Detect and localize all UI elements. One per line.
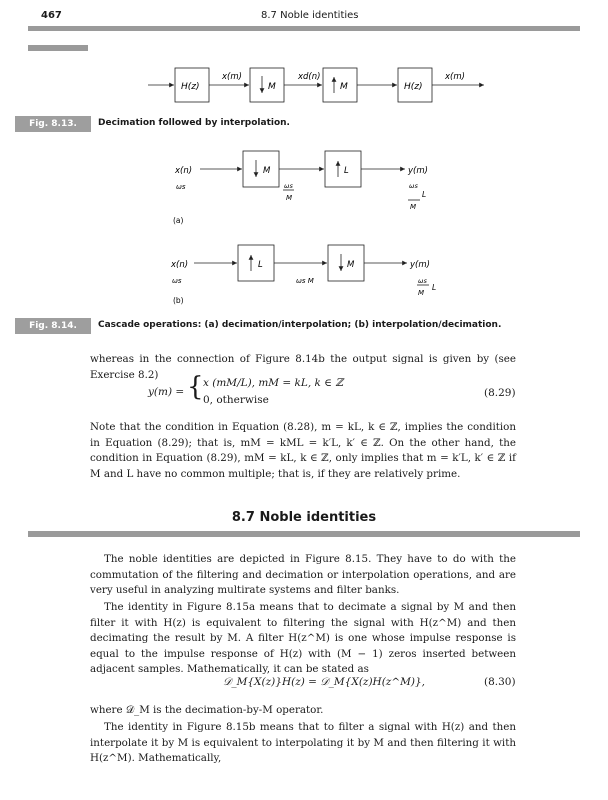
eq829-lhs: y(m) = bbox=[148, 386, 185, 398]
fig814a-output: y(m) bbox=[408, 166, 428, 176]
eq829-brace: { bbox=[187, 372, 204, 402]
page-number: 467 bbox=[41, 10, 62, 21]
eq829-case1: x (mM/L), mM = kL, k ∈ ℤ bbox=[203, 377, 344, 389]
header-tab bbox=[28, 45, 88, 51]
fig814b-rate-mid: ωs M bbox=[296, 277, 314, 285]
eq830: 𝒟_M{X(z)}H(z) = 𝒟_M{X(z)H(z^M)}, bbox=[223, 676, 426, 688]
fig814b-rate-out-num: ωs bbox=[418, 277, 427, 285]
fig814b-output: y(m) bbox=[410, 260, 430, 270]
eq830-number: (8.30) bbox=[484, 676, 516, 688]
fig813-block-h1: H(z) bbox=[181, 82, 200, 92]
eq829-number: (8.29) bbox=[484, 387, 516, 399]
where-line: where 𝒟_M is the decimation-by-M operator. bbox=[90, 704, 324, 716]
running-title: 8.7 Noble identities bbox=[261, 10, 359, 21]
fig813-block-h2: H(z) bbox=[404, 82, 423, 92]
fig813-label: Fig. 8.13. bbox=[15, 116, 91, 132]
fig814a-block1: M bbox=[263, 166, 271, 176]
fig813-signal-3: x(m) bbox=[445, 72, 465, 82]
fig814b-input: x(n) bbox=[171, 260, 189, 270]
figure-8-13-diagram bbox=[0, 55, 608, 115]
fig814a-rate-out-num: ωs bbox=[409, 182, 418, 190]
note-paragraph: Note that the condition in Equation (8.28), m = kL, k ∈ ℤ, implies the condition in Equation (8.29); that is, mM = kML = k′L, k′ ∈ ℤ. On the other hand, the condition in Equation (8.29), mM = kL, k ∈ ℤ, only implies that m = k′L, k′ ∈ ℤ if M and L have no common multiple; that is, if they are relatively prime. bbox=[90, 421, 516, 480]
fig814b-tag: (b) bbox=[173, 296, 184, 305]
fig814-caption: Cascade operations: (a) decimation/interpolation; (b) interpolation/decimation. bbox=[98, 320, 502, 330]
fig814b-block2: M bbox=[347, 260, 355, 270]
fig814b-rate-out-l: L bbox=[432, 283, 437, 292]
fig814a-rate-out-den: M bbox=[410, 203, 417, 211]
fig813-signal-1: x(m) bbox=[222, 72, 242, 82]
section-paragraph-2: The identity in Figure 8.15a means that to decimate a signal by M and then filter it with H(z) is equivalent to filtering the signal with H(z^M) and then decimating the result by M. A filter H(z^M) is one whose impulse response is equal to the impulse response of H(z) with (M − 1) zeros inserted between adjacent samples. Mathematically, it can be stated as bbox=[90, 601, 516, 676]
fig814b-block1: L bbox=[258, 260, 263, 270]
figure-8-14-diagram bbox=[0, 145, 608, 315]
eq829-case2: 0, otherwise bbox=[203, 394, 269, 406]
fig814b-rate-in: ωs bbox=[172, 277, 182, 285]
fig813-caption: Decimation followed by interpolation. bbox=[98, 118, 290, 128]
section-title: 8.7 Noble identities bbox=[231, 510, 377, 525]
fig814a-rate-mid-num: ωs bbox=[284, 182, 293, 190]
fig813-signal-2: xd(n) bbox=[298, 72, 321, 82]
section-paragraph-1: The noble identities are depicted in Figure 8.15. They have to do with the commutation of the filtering and decimation or interpolation operations, and are very useful in analyzing multirate systems and filter banks. bbox=[90, 553, 516, 597]
intro-paragraph: whereas in the connection of Figure 8.14b the output signal is given by (see Exercise 8.2) bbox=[90, 353, 516, 381]
fig814a-rate-in: ωs bbox=[176, 183, 186, 191]
fig814a-tag: (a) bbox=[173, 216, 184, 225]
section-rule bbox=[28, 531, 580, 537]
fig814a-input: x(n) bbox=[175, 166, 193, 176]
header-rule bbox=[28, 26, 580, 31]
page-header bbox=[0, 6, 608, 26]
fig813-block-decimate: M bbox=[268, 82, 276, 92]
fig814a-rate-out-l: L bbox=[422, 190, 427, 199]
fig814b-rate-out-den: M bbox=[418, 289, 425, 297]
fig813-block-interpolate: M bbox=[340, 82, 348, 92]
fig814a-rate-mid-den: M bbox=[286, 194, 293, 202]
fig814a-block2: L bbox=[344, 166, 349, 176]
section-paragraph-3: The identity in Figure 8.15b means that to filter a signal with H(z) and then interpolate it by M is equivalent to interpolating it by M and then filtering it with H(z^M). Mathematically, bbox=[90, 721, 516, 765]
fig814-label: Fig. 8.14. bbox=[15, 318, 91, 334]
